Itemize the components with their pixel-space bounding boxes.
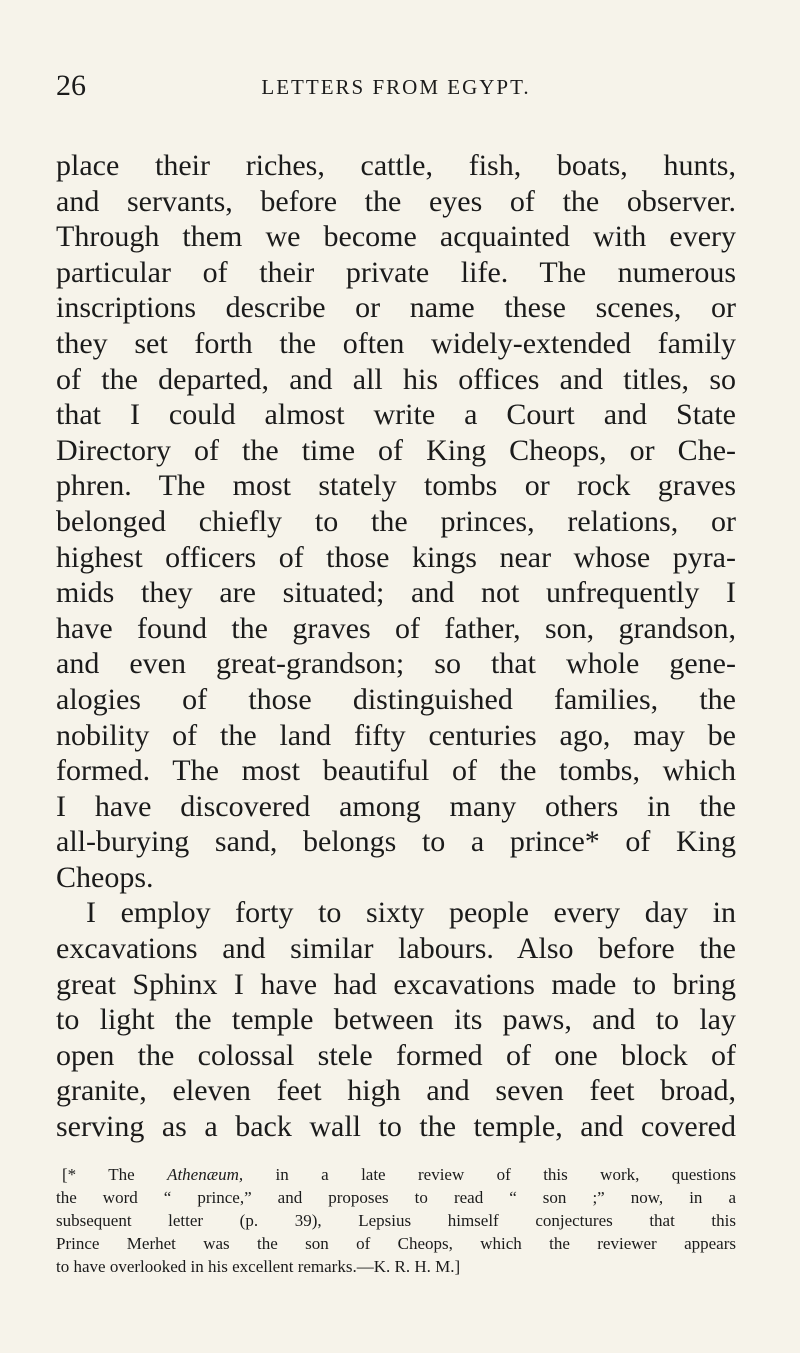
- body-line: I employ forty to sixty people every day in: [86, 896, 736, 930]
- body-line: I have discovered among many others in the: [56, 789, 736, 823]
- body-line: and servants, before the eyes of the observer.: [56, 184, 736, 218]
- footnote-line: [56, 1163, 736, 1186]
- body-line: Through them we become acquainted with every: [56, 220, 736, 254]
- footnote-line: to have overlooked in his excellent remarks.—K. R. H. M.]: [56, 1256, 461, 1276]
- body-line: highest officers of those kings near whose pyra-: [56, 540, 736, 574]
- body-text: [56, 148, 736, 1145]
- body-line: they set forth the often widely-extended family: [56, 326, 736, 360]
- body-line: and even great-grandson; so that whole gene-: [56, 647, 736, 681]
- body-line: serving as a back wall to the temple, and covered: [56, 1110, 736, 1144]
- footnote-line: Prince Merhet was the son of Cheops, which the reviewer appears: [56, 1233, 736, 1253]
- body-line: Directory of the time of King Cheops, or Che-: [56, 433, 736, 467]
- body-line: open the colossal stele formed of one block of: [56, 1038, 736, 1072]
- body-line: place their riches, cattle, fish, boats, hunts,: [56, 149, 736, 182]
- body-line: mids they are situated; and not unfrequently I: [56, 576, 736, 610]
- body-line: Cheops.: [56, 860, 154, 894]
- footnote-line: the word “ prince,” and proposes to read “ son ;” now, in a: [56, 1187, 736, 1207]
- body-line: particular of their private life. The numerous: [56, 255, 736, 289]
- footnote-line: subsequent letter (p. 39), Lepsius himself conjectures that this: [56, 1210, 736, 1230]
- book-page: [56, 68, 736, 1278]
- body-line: have found the graves of father, son, grandson,: [56, 611, 736, 645]
- running-title: LETTERS FROM EGYPT.: [261, 75, 531, 99]
- running-head: [56, 68, 736, 108]
- body-line: granite, eleven feet high and seven feet broad,: [56, 1074, 736, 1108]
- page-number: 26: [56, 69, 86, 102]
- body-line: great Sphinx I have had excavations made to bring: [56, 967, 736, 1001]
- body-line: nobility of the land fifty centuries ago, may be: [56, 718, 736, 752]
- body-line: formed. The most beautiful of the tombs, which: [56, 754, 736, 788]
- body-line: of the departed, and all his offices and titles, so: [56, 362, 736, 396]
- body-line: to light the temple between its paws, and to lay: [56, 1003, 736, 1037]
- footnote-prefix: [* The: [62, 1164, 168, 1184]
- footnote-journal-title: Athenæum,: [167, 1164, 244, 1184]
- body-line: excavations and similar labours. Also before the: [56, 932, 736, 966]
- footnote: [56, 1163, 736, 1278]
- footnote-line1-rest: in a late review of this work, questions: [243, 1164, 736, 1184]
- body-line: alogies of those distinguished families, the: [56, 682, 736, 716]
- body-line: inscriptions describe or name these scenes, or: [56, 291, 736, 325]
- body-line: belonged chiefly to the princes, relations, or: [56, 504, 736, 538]
- body-line: all-burying sand, belongs to a prince* of King: [56, 825, 736, 859]
- body-line: phren. The most stately tombs or rock graves: [56, 469, 736, 503]
- body-line: that I could almost write a Court and State: [56, 398, 736, 432]
